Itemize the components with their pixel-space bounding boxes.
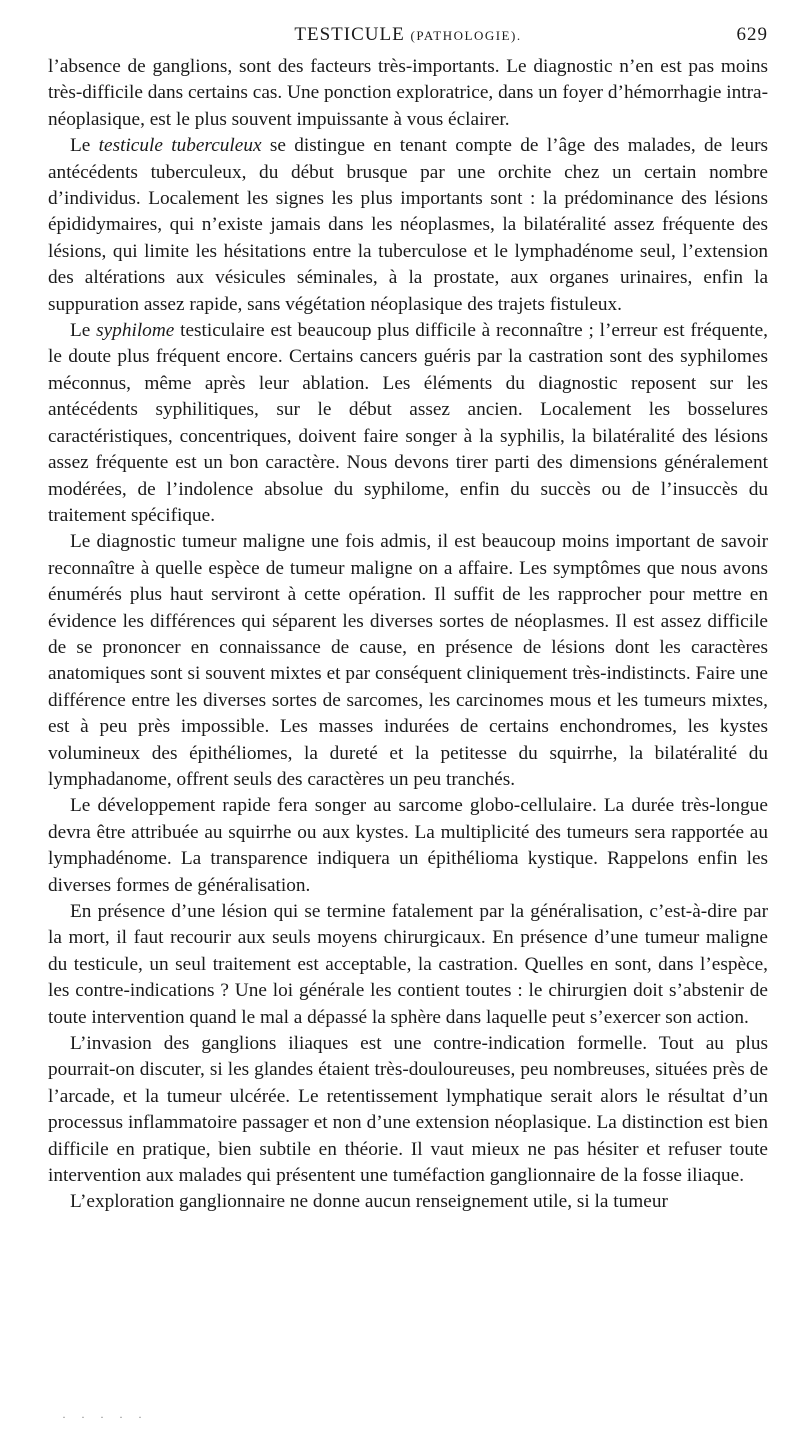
paragraph bbox=[48, 54, 768, 133]
body-text bbox=[48, 54, 768, 1216]
paragraph-text: se distingue en tenant compte de l’âge des malades, de leurs antécédents tuberculeux, du début brusque par une orchite chez un certain nombre d’individus. Localement les signes les plus importants sont : la prédominance des lésions épididymaires, qui n’existe jamais dans les néoplasmes, la bilatéralité assez fréquente des lésions, qui limite les hésitations entre la tuberculose et le lymphadénome seul, l’extension des altérations aux vésicules séminales, à la prostate, aux organes urinaires, enfin la suppuration assez rapide, sans végétation néoplasique des trajets fistuleux. bbox=[48, 135, 769, 315]
running-title bbox=[48, 24, 768, 46]
paragraph-text: En présence d’une lésion qui se termine fatalement par la généralisation, c’est-à-dire par la mort, il faut recourir aux seuls moyens chirurgicaux. En présence d’une tumeur maligne du testicule, un seul traitement est acceptable, la castration. Quelles en sont, dans l’espèce, les contre-indications ? Une loi générale les contient toutes : le chirurgien doit s’abstenir de toute intervention quand le mal a dépassé la sphère dans laquelle peut s’exercer son action. bbox=[48, 901, 768, 1028]
page-number: 629 bbox=[736, 24, 768, 45]
paragraph-text: l’absence de ganglions, sont des facteurs très-importants. Le diagnostic n’en est pas moins très-difficile dans certains cas. Une ponction exploratrice, dans un foyer d’hémorrhagie intra-néoplasique, est le plus souvent impuissante à vous éclairer. bbox=[48, 56, 768, 130]
paragraph bbox=[48, 529, 768, 793]
paragraph bbox=[48, 1189, 768, 1215]
paragraph bbox=[48, 133, 768, 318]
paragraph-text: L’invasion des ganglions iliaques est une contre-indication formelle. Tout au plus pourrait-on discuter, si les glandes étaient très-douloureuses, peu nombreuses, situées près de l’arcade, et la tumeur ulcérée. Le retentissement lymphatique serait alors le résultat d’un processus inflammatoire passager et non d’une extension néoplasique. La distinction est bien difficile en pratique, bien subtile en théorie. Il vaut mieux ne pas hésiter et refuser toute intervention aux malades qui présentent une tuméfaction ganglionnaire de la fosse iliaque. bbox=[48, 1033, 768, 1187]
paragraph-text: testiculaire est beaucoup plus difficile à reconnaître ; l’erreur est fréquente, le doute plus fréquent encore. Certains cancers guéris par la castration sont des syphilomes méconnus, même après leur ablation. Les éléments du diagnostic reposent sur les antécédents syphilitiques, sur le début assez ancien. Localement les bosselures caractéristiques, concentriques, doivent faire songer à la syphilis, la bilatéralité des lésions assez fréquente est un bon caractère. Nous devons tirer parti des dimensions généralement modérées, de l’indolence absolue du syphilome, enfin du succès ou de l’insuccès du traitement spécifique. bbox=[48, 320, 768, 526]
paragraph-text: Le diagnostic tumeur maligne une fois admis, il est beaucoup moins important de savoir reconnaître à quelle espèce de tumeur maligne on a affaire. Les symptômes que nous avons énumérés plus haut serviront à cette opération. Il suffit de les rapprocher pour mettre en évidence les différences qui séparent les diverses sortes de néoplasmes. Il est assez difficile de se prononcer en connaissance de cause, en présence de lésions dont les caractères anatomiques sont si souvent mixtes et par conséquent cliniquement très-indistincts. Faire une différence entre les diverses sortes de sarcomes, les carcinomes mous et les tumeurs mixtes, est à peu près impossible. Les masses indurées de certains enchondromes, les kystes volumineux des épithéliomes, la dureté et la petitesse du squirrhe, la bilatéralité du lymphadanome, offrent seuls des caractères un peu tranchés. bbox=[48, 531, 768, 790]
paragraph bbox=[48, 318, 768, 529]
paragraph bbox=[48, 793, 768, 899]
paragraph-text: L’exploration ganglionnaire ne donne aucun renseignement utile, si la tumeur bbox=[70, 1191, 668, 1213]
paragraph-text: Le développement rapide fera songer au sarcome globo-cellulaire. La durée très-longue devra être attribuée au squirrhe ou aux kystes. La multiplicité des tumeurs sera rapportée au lymphadénome. La transparence indiquera un épithélioma kystique. Rappelons enfin les diverses formes de généralisation. bbox=[48, 795, 768, 896]
document-page bbox=[48, 24, 768, 1216]
paragraph-italic: syphilome bbox=[96, 320, 175, 342]
running-head bbox=[48, 24, 768, 54]
running-title-subtitle: (PATHOLOGIE). bbox=[410, 28, 522, 43]
paragraph-text: Le bbox=[70, 320, 97, 342]
running-title-main: TESTICULE bbox=[294, 24, 405, 45]
paragraph-text: Le bbox=[70, 135, 99, 157]
paragraph-italic: testicule tuberculeux bbox=[98, 135, 262, 157]
paragraph bbox=[48, 899, 768, 1031]
print-specks: · · · · · bbox=[62, 1410, 148, 1424]
paragraph bbox=[48, 1031, 768, 1189]
